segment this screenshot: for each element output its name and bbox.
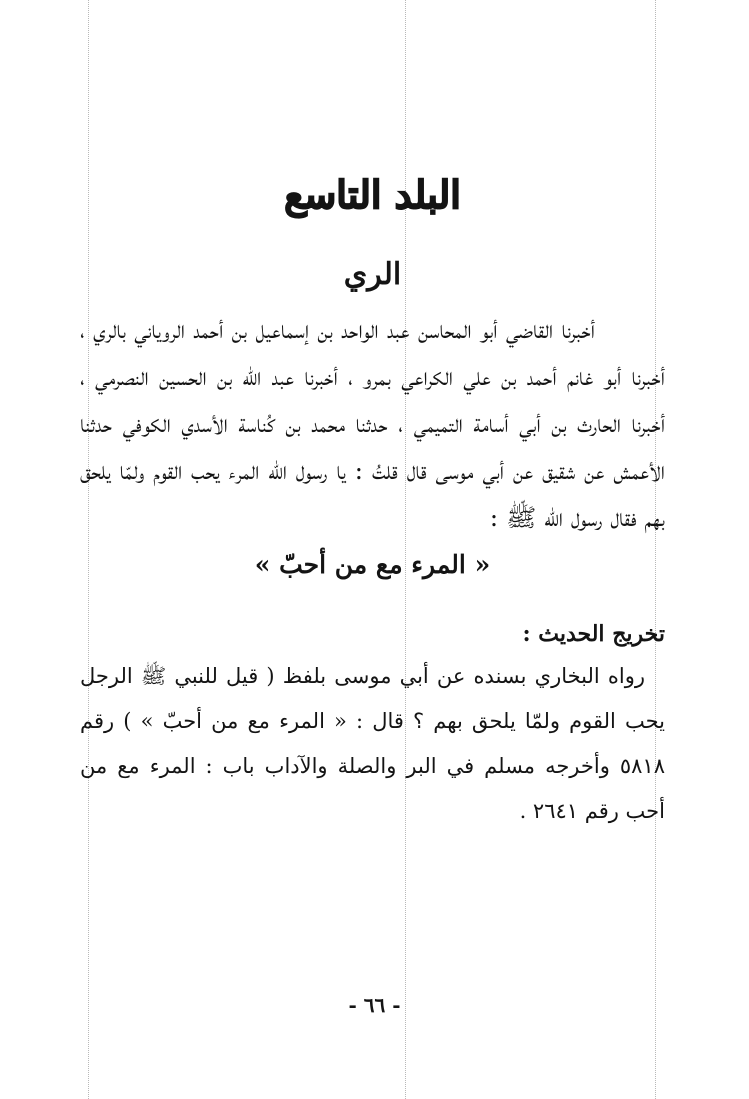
takhrij-heading: تخريج الحديث :	[522, 621, 665, 647]
page-number: - ٦٦ -	[348, 993, 401, 1017]
city-heading: الري	[343, 257, 402, 292]
takhrij-text: رواه البخاري بسنده عن أبي موسى بلفظ ( قيل للنبي ﷺ الرجل يحب القوم ولمّا يلحق بهم ؟ قال : « المرء مع من أحبّ » ) رقم ٥٨١٨ وأخرجه مسلم في البر والصلة والآداب باب : المرء مع من أحب رقم ٢٦٤١ .	[80, 664, 665, 823]
hadith-quote: « المرء مع من أحبّ »	[254, 550, 491, 579]
chapter-title: البلد التاسع	[284, 172, 461, 217]
page-content	[80, 150, 665, 834]
narration-block	[80, 306, 665, 541]
takhrij-block	[80, 654, 665, 834]
narration-text: أخبرنا القاضي أبو المحاسن عبد الواحد بن إسماعيل بن أحمد الروياني بالري ، أخبرنا أبو غانم أحمد بن علي الكراعي بمرو ، أخبرنا عبد الله بن الحسين النصرمي ، أخبرنا الحارث بن أبي أسامة التميمي ، حدثنا محمد بن كُناسة الأسدي الكوفي حدثنا الأعمش عن شقيق عن أبي موسى قال قلتُ : يا رسول الله المرء يحب القوم ولمّا يلحق بهم فقال رسول الله ﷺ :	[80, 315, 665, 532]
